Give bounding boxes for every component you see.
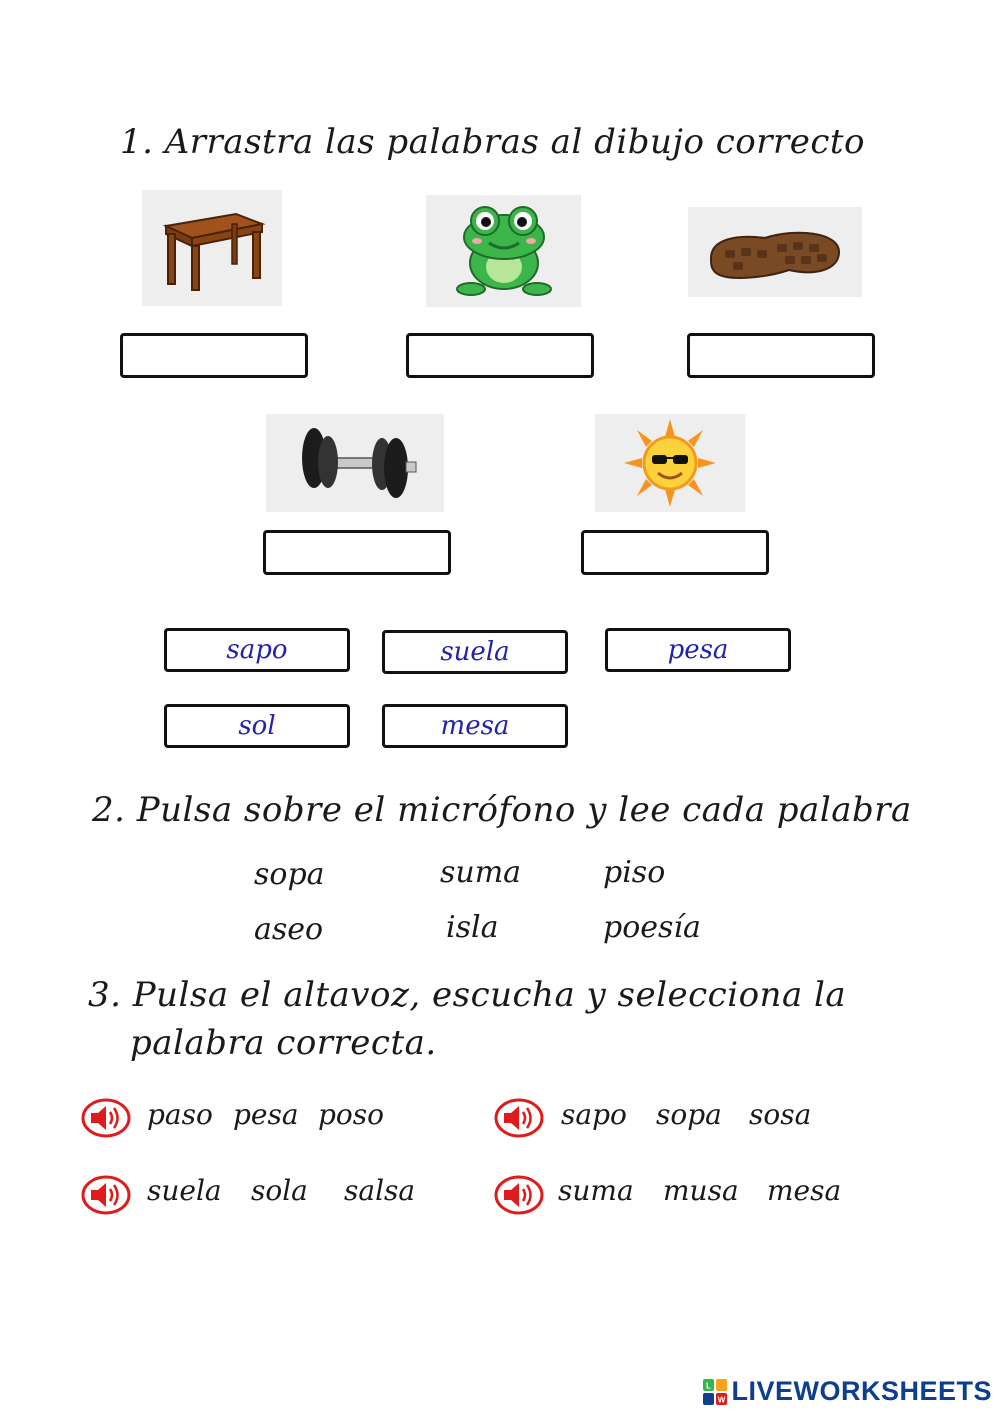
speaker-button-3[interactable] xyxy=(81,1175,131,1215)
word-tile-suela[interactable]: suela xyxy=(382,630,568,674)
choice-suma[interactable]: suma xyxy=(558,1174,634,1207)
word-tile-sapo[interactable]: sapo xyxy=(164,628,350,672)
drop-box-shoe-sole[interactable] xyxy=(687,333,875,378)
shoe-sole-picture xyxy=(688,207,862,297)
word-tile-pesa[interactable]: pesa xyxy=(605,628,791,672)
speaker-button-1[interactable] xyxy=(81,1098,131,1138)
choice-mesa[interactable]: mesa xyxy=(767,1174,842,1207)
dumbbell-picture xyxy=(266,414,444,512)
logo-text: LIVEWORKSHEETS xyxy=(731,1376,992,1406)
frog-picture xyxy=(426,195,581,307)
dumbbell-icon xyxy=(290,418,420,508)
choice-suela[interactable]: suela xyxy=(147,1174,222,1207)
choice-sosa[interactable]: sosa xyxy=(749,1098,812,1131)
sun-picture xyxy=(595,414,745,512)
drop-box-sun[interactable] xyxy=(581,530,769,575)
speaker-button-2[interactable] xyxy=(494,1098,544,1138)
word-tile-mesa[interactable]: mesa xyxy=(382,704,568,748)
section2-title: 2. Pulsa sobre el micrófono y lee cada palabra xyxy=(92,790,912,830)
read-word-poesia[interactable]: poesía xyxy=(603,910,701,945)
read-word-suma[interactable]: suma xyxy=(440,855,522,890)
choice-pesa[interactable]: pesa xyxy=(233,1098,299,1131)
logo-letter-w: W xyxy=(718,1395,726,1404)
choice-salsa[interactable]: salsa xyxy=(344,1174,416,1207)
read-word-sopa[interactable]: sopa xyxy=(254,857,325,892)
drop-box-table[interactable] xyxy=(120,333,308,378)
speaker-button-4[interactable] xyxy=(494,1175,544,1215)
shoe-sole-icon xyxy=(705,220,845,284)
choice-sola[interactable]: sola xyxy=(251,1174,308,1207)
logo-mark-icon xyxy=(703,1379,727,1405)
frog-icon xyxy=(449,201,559,301)
speaker-icon xyxy=(81,1175,131,1215)
logo-letter-l: L xyxy=(706,1381,712,1390)
table-icon xyxy=(152,200,272,296)
section1-title: 1. Arrastra las palabras al dibujo correcto xyxy=(120,122,866,162)
choice-poso[interactable]: poso xyxy=(318,1098,385,1131)
table-picture xyxy=(142,190,282,306)
section3-title-line1: 3. Pulsa el altavoz, escucha y selecciona la xyxy=(88,975,847,1015)
drop-box-frog[interactable] xyxy=(406,333,594,378)
choice-musa[interactable]: musa xyxy=(663,1174,739,1207)
choice-sopa[interactable]: sopa xyxy=(656,1098,722,1131)
speaker-icon xyxy=(81,1098,131,1138)
read-word-isla[interactable]: isla xyxy=(446,910,499,945)
word-tile-sol[interactable]: sol xyxy=(164,704,350,748)
liveworksheets-logo xyxy=(703,1376,992,1407)
drop-box-dumbbell[interactable] xyxy=(263,530,451,575)
speaker-icon xyxy=(494,1098,544,1138)
choice-paso[interactable]: paso xyxy=(147,1098,213,1131)
read-word-piso[interactable]: piso xyxy=(603,855,666,890)
section3-title-line2: palabra correcta. xyxy=(130,1023,437,1063)
sun-icon xyxy=(622,417,718,509)
speaker-icon xyxy=(494,1175,544,1215)
read-word-aseo[interactable]: aseo xyxy=(254,912,324,947)
choice-sapo[interactable]: sapo xyxy=(561,1098,627,1131)
